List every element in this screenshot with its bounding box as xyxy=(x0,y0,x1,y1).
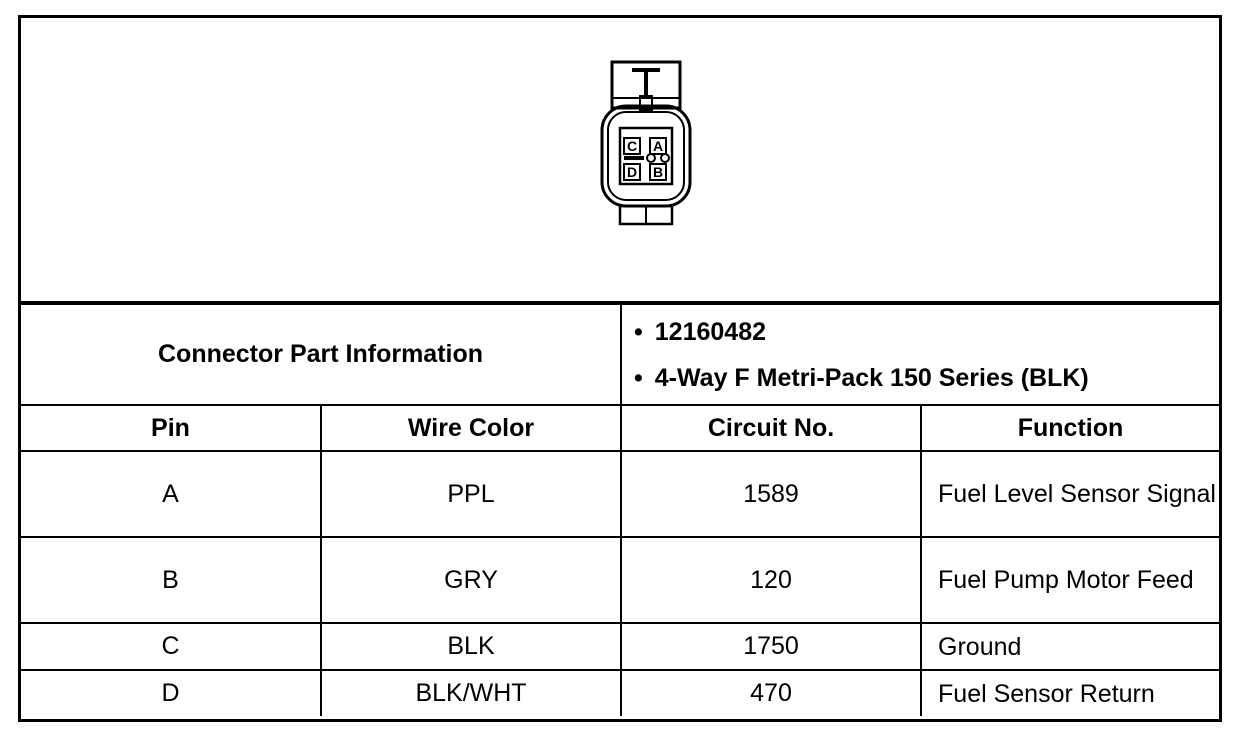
connector-info-row xyxy=(21,304,1219,405)
table-header-row xyxy=(21,405,1219,451)
connector-info-label: Connector Part Information xyxy=(21,304,621,405)
pin-label-d: D xyxy=(626,164,638,180)
pin-label-a: A xyxy=(652,138,664,154)
wire-color-cell: PPL xyxy=(321,451,621,537)
part-number: • 12160482 xyxy=(634,309,1219,355)
table-row xyxy=(21,451,1219,537)
header-function: Function xyxy=(921,405,1219,451)
connector-info-cell xyxy=(621,304,1219,405)
header-wire-color: Wire Color xyxy=(321,405,621,451)
circuit-cell: 470 xyxy=(621,670,921,716)
function-cell: Fuel Level Sensor Signal xyxy=(921,451,1219,537)
connector-description: • 4-Way F Metri-Pack 150 Series (BLK) xyxy=(634,355,1219,401)
function-cell: Ground xyxy=(921,623,1219,670)
pin-label-b: B xyxy=(652,164,664,180)
pin-label-c: C xyxy=(626,138,638,154)
header-pin: Pin xyxy=(21,405,321,451)
wire-color-cell: BLK/WHT xyxy=(321,670,621,716)
pin-cell: D xyxy=(21,670,321,716)
table-row xyxy=(21,670,1219,716)
pin-cell: B xyxy=(21,537,321,623)
circuit-cell: 1589 xyxy=(621,451,921,537)
function-cell: Fuel Sensor Return xyxy=(921,670,1219,716)
pin-cell: A xyxy=(21,451,321,537)
wire-color-cell: BLK xyxy=(321,623,621,670)
circuit-cell: 120 xyxy=(621,537,921,623)
connector-diagram-area xyxy=(21,18,1219,303)
connector-face-drawing xyxy=(596,56,696,236)
connector-info-list xyxy=(622,309,1219,401)
wire-color-cell: GRY xyxy=(321,537,621,623)
header-circuit-no: Circuit No. xyxy=(621,405,921,451)
circuit-cell: 1750 xyxy=(621,623,921,670)
pin-cell: C xyxy=(21,623,321,670)
connector-document xyxy=(18,15,1222,722)
table-row xyxy=(21,623,1219,670)
table-row xyxy=(21,537,1219,623)
function-cell: Fuel Pump Motor Feed xyxy=(921,537,1219,623)
pinout-table xyxy=(21,303,1219,716)
